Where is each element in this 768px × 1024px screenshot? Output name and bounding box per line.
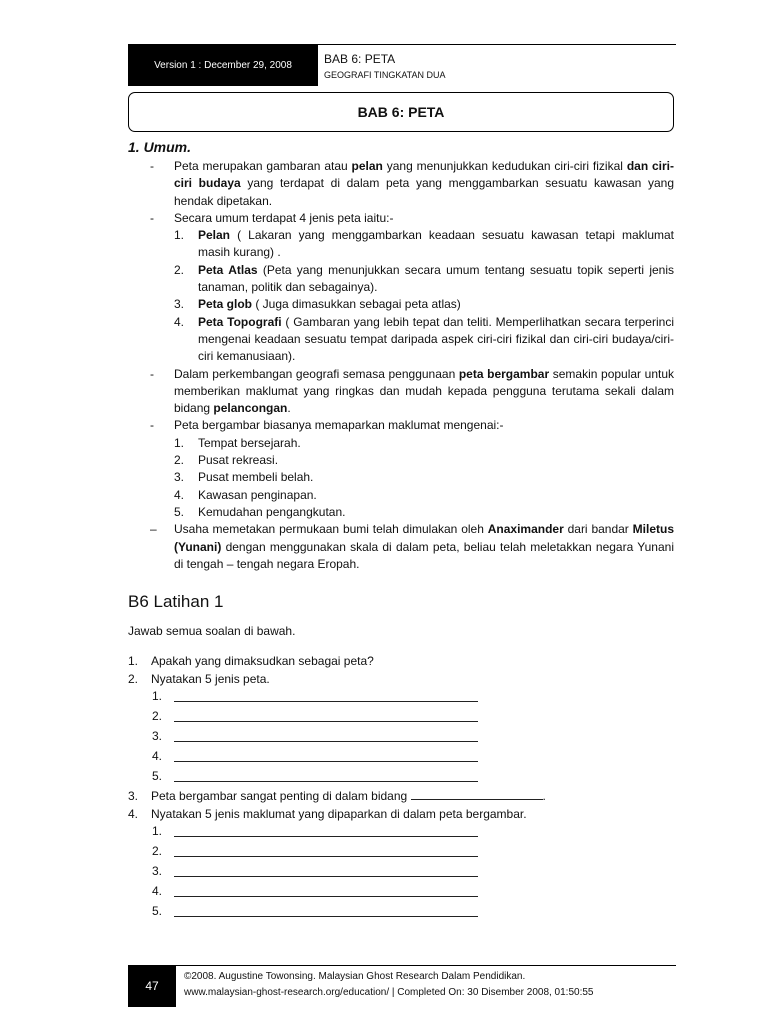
text-bold: Peta glob	[198, 297, 253, 312]
list-number: 3.	[174, 297, 185, 312]
answer-line[interactable]	[174, 761, 478, 762]
header-subtitle: GEOGRAFI TINGKATAN DUA	[324, 70, 446, 80]
text: Peta merupakan gambaran atau	[174, 159, 352, 173]
list-number: 1.	[174, 228, 185, 243]
header-title: BAB 6: PETA	[324, 52, 396, 66]
text-bold: Miletus (Yunani)	[174, 522, 674, 554]
blank-number: 2.	[152, 844, 163, 859]
question-item	[128, 788, 674, 806]
answer-blank[interactable]	[152, 728, 674, 748]
list-item	[174, 469, 674, 486]
footer-text	[184, 969, 593, 1001]
text-bold: Peta Topografi	[198, 314, 282, 329]
answer-line[interactable]	[174, 896, 478, 897]
list-item	[174, 314, 674, 366]
bullet-maklumat	[128, 417, 674, 521]
bullet-dash: –	[150, 522, 157, 537]
text: (Peta yang menunjukkan secara umum tentang sesuatu topik seperti jenis tanaman, politik dan sebagainya).	[198, 262, 674, 295]
answer-line[interactable]	[174, 741, 478, 742]
text: Pusat membeli belah.	[198, 470, 314, 485]
chapter-title: BAB 6: PETA	[357, 104, 445, 120]
header-version: Version 1 : December 29, 2008	[154, 59, 292, 71]
text: Pusat rekreasi.	[198, 453, 279, 468]
text-bold: dan ciri-ciri budaya	[174, 159, 675, 191]
text: ( Juga dimasukkan sebagai peta atlas)	[252, 297, 461, 312]
text: Peta bergambar biasanya memaparkan maklumat mengenai:-	[174, 418, 504, 433]
question-text: Nyatakan 5 jenis maklumat yang dipaparkan di dalam peta bergambar.	[151, 806, 527, 821]
page-number-box	[128, 965, 176, 1007]
text: Usaha memetakan permukaan bumi telah dimulakan oleh	[174, 522, 488, 537]
blank-number: 3.	[152, 729, 163, 744]
list-number: 3.	[174, 470, 185, 485]
bullet-dash: -	[150, 366, 154, 381]
text: dengan menggunakan skala di dalam peta, beliau telah meletakkan negara Yunani di tengah – tengah negara Eropah.	[174, 539, 674, 571]
text: Kemudahan pengangkutan.	[198, 504, 346, 519]
header-rule	[318, 44, 676, 45]
list-item	[174, 262, 674, 297]
bullet-peta-bergambar	[128, 366, 674, 418]
section-heading: 1. Umum.	[128, 139, 192, 155]
answer-blank[interactable]	[152, 863, 674, 883]
text-bold: Anaximander	[487, 522, 564, 537]
list-item	[174, 487, 674, 504]
text-bold: Pelan	[198, 228, 231, 243]
question-item	[128, 671, 674, 689]
answer-blank[interactable]	[152, 823, 674, 843]
exercise-title: B6 Latihan 1	[128, 592, 224, 612]
answer-blank[interactable]	[152, 748, 674, 768]
text-bold: pelan	[351, 159, 383, 173]
inline-answer-blank[interactable]	[411, 788, 543, 800]
answer-blank[interactable]	[152, 768, 674, 788]
question-text: Peta bergambar sangat penting di dalam bidang	[151, 789, 411, 804]
question-text: Apakah yang dimaksudkan sebagai peta?	[151, 654, 374, 669]
footer-copyright: ©2008. Augustine Towonsing. Malaysian Ghost Research Dalam Pendidikan.	[184, 971, 526, 982]
list-item	[174, 452, 674, 469]
text: dari bandar	[563, 522, 633, 537]
exercise-instruction: Jawab semua soalan di bawah.	[128, 624, 296, 639]
answer-blank[interactable]	[152, 883, 674, 903]
list-item	[174, 435, 674, 452]
answer-blank-list	[128, 823, 674, 923]
question-text: Nyatakan 5 jenis peta.	[151, 671, 270, 686]
list-item	[174, 504, 674, 521]
answer-line[interactable]	[174, 856, 478, 857]
list-item	[174, 227, 674, 262]
page-number: 47	[145, 979, 159, 993]
answer-line[interactable]	[174, 781, 478, 782]
question-text: .	[542, 789, 546, 804]
answer-blank[interactable]	[152, 843, 674, 863]
text: Tempat bersejarah.	[198, 435, 301, 450]
question-list	[128, 653, 674, 923]
chapter-title-box	[128, 92, 674, 132]
answer-line[interactable]	[174, 916, 478, 917]
blank-number: 5.	[152, 769, 163, 784]
blank-number: 1.	[152, 824, 163, 839]
answer-line[interactable]	[174, 721, 478, 722]
text-bold: Peta Atlas	[198, 262, 258, 277]
answer-blank[interactable]	[152, 903, 674, 923]
answer-blank[interactable]	[152, 708, 674, 728]
text: ( Lakaran yang menggambarkan keadaan sesuatu kawasan tetapi maklumat masih kurang) .	[198, 228, 674, 260]
answer-line[interactable]	[174, 876, 478, 877]
text: Dalam perkembangan geografi semasa penggunaan	[174, 366, 459, 381]
main-content	[128, 138, 674, 923]
answer-line[interactable]	[174, 836, 478, 837]
bullet-dash: -	[150, 159, 154, 173]
header-version-box	[128, 44, 318, 86]
text: ( Gambaran yang lebih tepat dan teliti. Memperlihatkan secara terperinci mengenai keadaan sesuatu tempat daripada aspek ciri-ciri fizikal dan ciri-ciri budaya/ciri-ciri kemanusiaan).	[198, 314, 674, 364]
list-number: 5.	[174, 504, 185, 519]
list-item	[174, 296, 674, 313]
blank-number: 4.	[152, 884, 163, 899]
text-bold: peta bergambar	[458, 366, 550, 381]
blank-number: 2.	[152, 709, 163, 724]
text: Secara umum terdapat 4 jenis peta iaitu:-	[174, 210, 394, 225]
question-number: 3.	[128, 789, 139, 804]
bullet-dash: -	[150, 418, 154, 433]
blank-number: 1.	[152, 689, 163, 704]
bullet-definition	[128, 158, 674, 210]
blank-number: 3.	[152, 864, 163, 879]
blank-number: 4.	[152, 749, 163, 764]
text-bold: pelancongan	[213, 401, 288, 416]
text: semakin popular untuk memberikan maklumat yang ringkas dan mudah kepada pengguna terutama sekali dalam bidang	[174, 366, 674, 416]
text: yang menunjukkan kedudukan ciri-ciri fizikal	[382, 159, 627, 173]
list-number: 2.	[174, 453, 185, 468]
maklumat-list	[174, 435, 674, 521]
footer-rule	[128, 965, 676, 966]
answer-blank-list	[128, 688, 674, 788]
question-item	[128, 806, 674, 824]
list-number: 4.	[174, 314, 185, 329]
jenis-peta-list	[174, 227, 674, 365]
list-number: 1.	[174, 435, 185, 450]
list-number: 4.	[174, 487, 185, 502]
question-item	[128, 653, 674, 671]
bullet-anaximander	[128, 521, 674, 573]
bullet-jenis-peta	[128, 210, 674, 366]
text: Kawasan penginapan.	[198, 487, 317, 502]
question-number: 4.	[128, 806, 139, 821]
text: yang terdapat di dalam peta yang menggambarkan sesuatu kawasan yang hendak dipetakan.	[174, 176, 674, 208]
text: .	[287, 401, 291, 416]
footer-url[interactable]: www.malaysian-ghost-research.org/education/ | Completed On: 30 Disember 2008, 01:50:55	[184, 987, 594, 998]
blank-number: 5.	[152, 904, 163, 919]
answer-blank[interactable]	[152, 688, 674, 708]
list-number: 2.	[174, 262, 185, 277]
answer-line[interactable]	[174, 701, 478, 702]
question-number: 2.	[128, 671, 139, 686]
question-number: 1.	[128, 654, 139, 669]
bullet-dash: -	[150, 210, 154, 225]
